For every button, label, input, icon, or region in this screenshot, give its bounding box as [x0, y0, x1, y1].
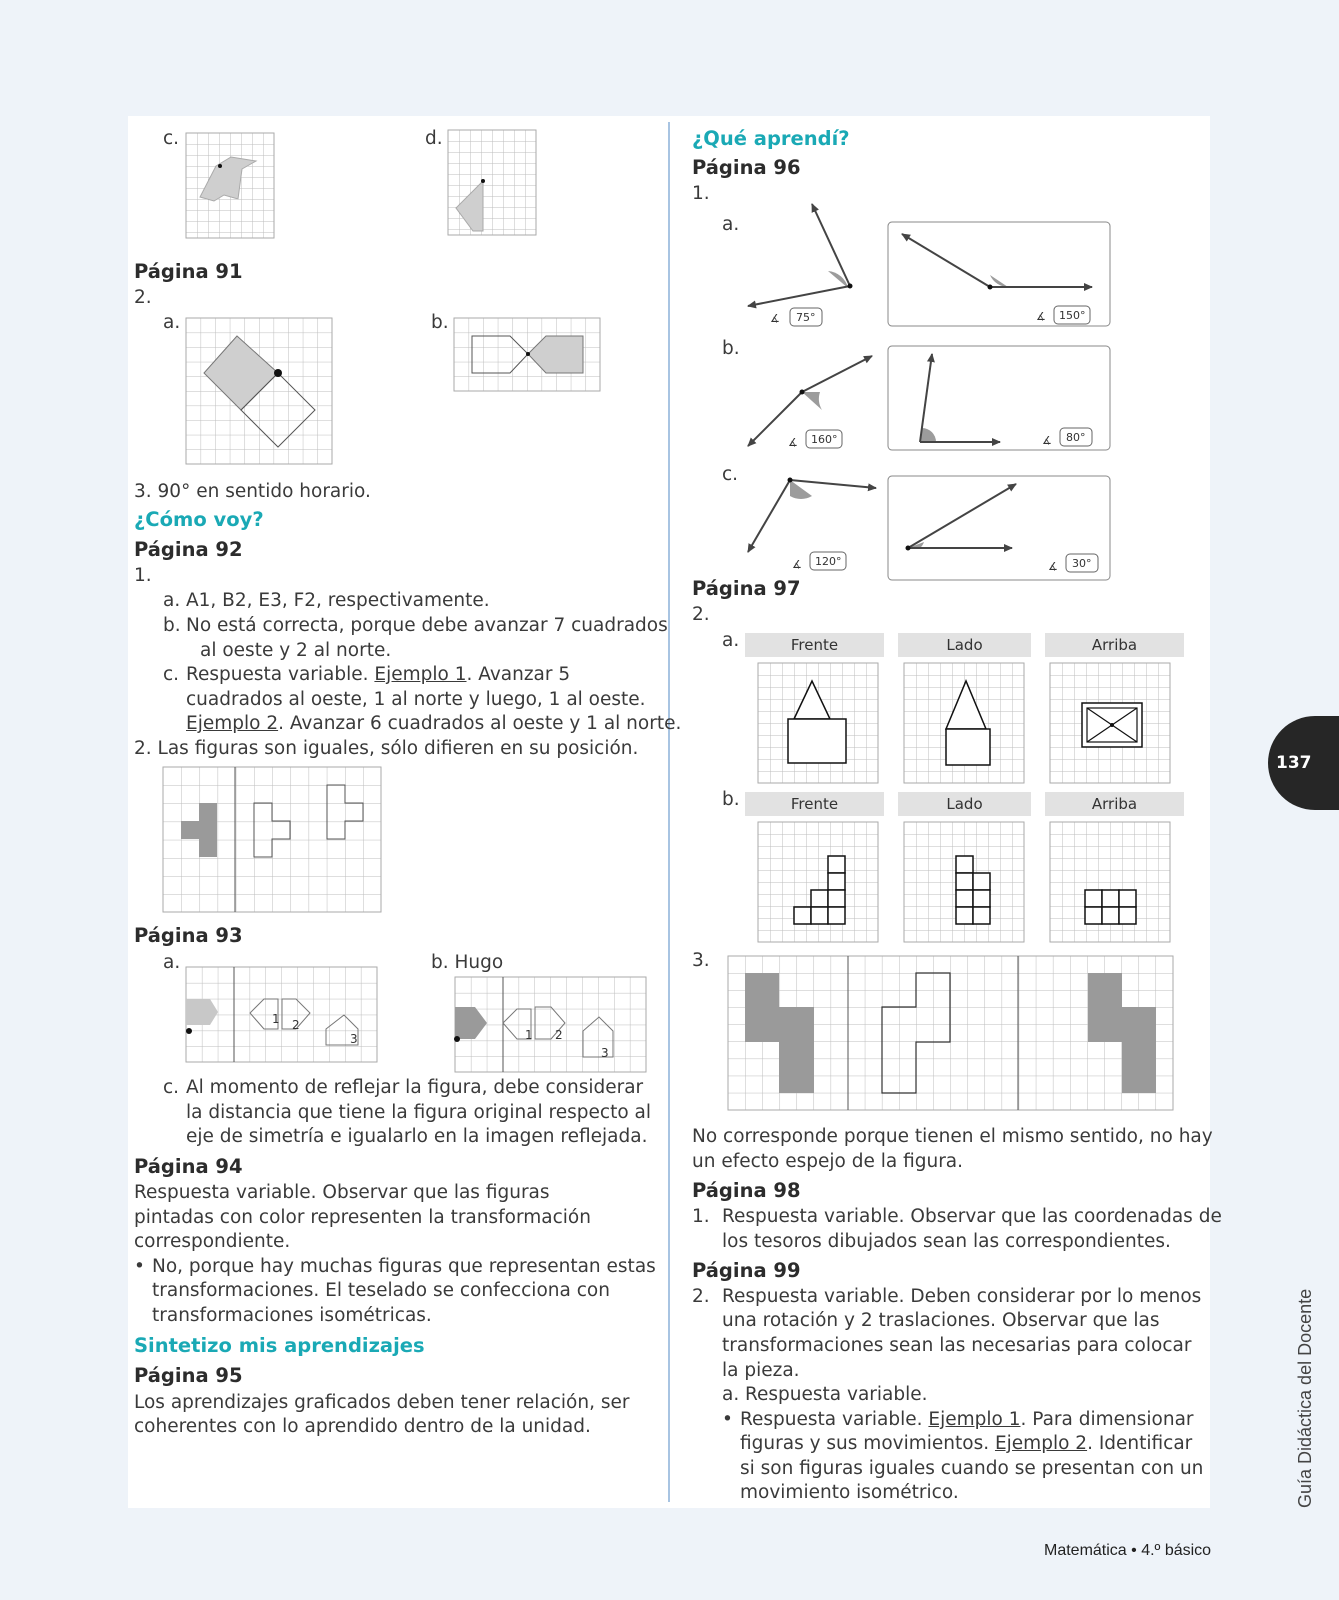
- angle-value: 30°: [1072, 557, 1092, 570]
- answer-line: Respuesta variable. Deben considerar por lo menos: [722, 1286, 1202, 1307]
- paragraph-line: un efecto espejo de la figura.: [692, 1151, 964, 1172]
- item-label-c: c.: [163, 664, 180, 685]
- view-grid-a-frente: [758, 663, 878, 783]
- item-label-d: d.: [425, 128, 443, 149]
- angle-value: 75°: [796, 311, 816, 324]
- angle-value: 160°: [811, 433, 838, 446]
- angle-value: 80°: [1066, 431, 1086, 444]
- answer-3: 3. 90° en sentido horario.: [134, 481, 371, 502]
- paragraph-line: correspondiente.: [134, 1231, 291, 1252]
- heading-pagina-97: Página 97: [692, 577, 801, 600]
- angle-symbol: ∡: [770, 312, 780, 325]
- angle-symbol: ∡: [1042, 434, 1052, 447]
- shape-number: 2: [292, 1018, 300, 1032]
- column-divider: [668, 122, 670, 1502]
- grid-reflection-numbered-b: [455, 977, 646, 1072]
- angle-value: 150°: [1059, 309, 1086, 322]
- answer-line: una rotación y 2 traslaciones. Observar que las: [722, 1310, 1160, 1331]
- page-number-tab: 137: [1268, 716, 1339, 810]
- heading-pagina-96: Página 96: [692, 156, 801, 179]
- paragraph-line: No corresponde porque tienen el mismo sentido, no hay: [692, 1126, 1213, 1147]
- heading-pagina-92: Página 92: [134, 538, 243, 561]
- heading-pagina-95: Página 95: [134, 1364, 243, 1387]
- answer-c-line3: Ejemplo 2. Avanzar 6 cuadrados al oeste y 1 al norte.: [186, 713, 682, 734]
- answer-line: la pieza.: [722, 1360, 800, 1381]
- grid-reflection-shape: [454, 318, 600, 391]
- item-label-c: c.: [163, 128, 180, 149]
- answer-b-hugo: b. Hugo: [431, 952, 504, 973]
- answer-b-line2: al oeste y 2 al norte.: [200, 640, 392, 661]
- item-label-b: b.: [722, 789, 740, 810]
- bullet-line: transformaciones isométricas.: [152, 1305, 432, 1326]
- item-number: 3.: [692, 950, 710, 971]
- item-label-b: b.: [163, 615, 181, 636]
- bullet-line: si son figuras iguales cuando se presentan con un: [740, 1458, 1204, 1479]
- section-que-aprendi: ¿Qué aprendí?: [692, 127, 850, 150]
- item-number: 2.: [692, 604, 710, 625]
- angle-value: 120°: [815, 555, 842, 568]
- angle-symbol: ∡: [792, 558, 802, 571]
- answer-a: A1, B2, E3, F2, respectivamente.: [186, 590, 490, 611]
- view-header-lado: Lado: [898, 792, 1031, 816]
- grid-reflection-numbered-a: [186, 967, 377, 1062]
- answer-c-line3: eje de simetría e igualarlo en la imagen reflejada.: [186, 1126, 648, 1147]
- angle-symbol: ∡: [788, 436, 798, 449]
- paragraph-line: Respuesta variable. Observar que las figuras: [134, 1182, 550, 1203]
- footer-title: Matemática • 4.º básico: [1044, 1542, 1212, 1559]
- answer-b-line1: No está correcta, porque debe avanzar 7 cuadrados: [186, 615, 668, 636]
- bullet: •: [134, 1256, 145, 1277]
- grid-reflection-p97: [728, 956, 1173, 1110]
- bullet-line: movimiento isométrico.: [740, 1482, 959, 1503]
- bullet-line: Respuesta variable. Ejemplo 1. Para dimensionar: [740, 1409, 1194, 1430]
- item-number: 1.: [692, 1206, 710, 1227]
- answer-c-line2: cuadrados al oeste, 1 al norte y luego, 1 al oeste.: [186, 689, 646, 710]
- bullet-line: figuras y sus movimientos. Ejemplo 2. Identificar: [740, 1433, 1193, 1454]
- answer-2: 2. Las figuras son iguales, sólo difieren en su posición.: [134, 738, 639, 759]
- view-header-lado: Lado: [898, 633, 1031, 657]
- view-header-arriba: Arriba: [1045, 792, 1184, 816]
- item-label-c: c.: [163, 1077, 180, 1098]
- view-grid-b-arriba: [1050, 822, 1170, 942]
- section-sintetizo: Sintetizo mis aprendizajes: [134, 1334, 425, 1357]
- item-label-a: a.: [163, 312, 181, 333]
- heading-pagina-98: Página 98: [692, 1179, 801, 1202]
- item-number: 2.: [692, 1286, 710, 1307]
- item-label-a: a.: [722, 630, 740, 651]
- shape-number: 2: [555, 1028, 563, 1042]
- item-label-a: a.: [722, 214, 740, 235]
- paragraph-line: Los aprendizajes graficados deben tener relación, ser: [134, 1392, 630, 1413]
- answer-a: Respuesta variable.: [745, 1384, 928, 1405]
- view-grid-a-lado: [904, 663, 1024, 783]
- item-label-a: a.: [163, 590, 181, 611]
- item-label-a: a.: [163, 952, 181, 973]
- item-label-a: a.: [722, 1384, 740, 1405]
- grid-figure-c: [186, 133, 274, 238]
- item-label-c: c.: [722, 464, 739, 485]
- answer-c-line1: Al momento de reflejar la figura, debe considerar: [186, 1077, 644, 1098]
- answer-line: Respuesta variable. Observar que las coordenadas de: [722, 1206, 1222, 1227]
- paragraph-line: coherentes con lo aprendido dentro de la unidad.: [134, 1416, 591, 1437]
- shape-number: 3: [350, 1032, 358, 1046]
- grid-figure-d: [448, 130, 536, 235]
- angle-symbol: ∡: [1036, 310, 1046, 323]
- angle-symbol: ∡: [1048, 560, 1058, 573]
- answer-c-line1: Respuesta variable. Ejemplo 1. Avanzar 5: [186, 664, 571, 685]
- item-number: 1.: [692, 183, 710, 204]
- paragraph-line: pintadas con color representen la transformación: [134, 1207, 591, 1228]
- grid-figures-equal: [163, 767, 381, 912]
- heading-pagina-94: Página 94: [134, 1155, 243, 1178]
- heading-pagina-91: Página 91: [134, 260, 243, 283]
- view-grid-b-frente: [758, 822, 878, 942]
- view-grid-a-arriba: [1050, 663, 1170, 783]
- item-number: 2.: [134, 287, 152, 308]
- shape-number: 1: [272, 1012, 280, 1026]
- item-label-b: b.: [722, 338, 740, 359]
- heading-pagina-93: Página 93: [134, 924, 243, 947]
- section-como-voy: ¿Cómo voy?: [134, 508, 264, 531]
- item-label-b: b.: [431, 312, 449, 333]
- view-header-frente: Frente: [745, 633, 884, 657]
- view-header-frente: Frente: [745, 792, 884, 816]
- view-header-arriba: Arriba: [1045, 633, 1184, 657]
- angles-diagram: [740, 196, 1120, 586]
- bullet: •: [722, 1409, 733, 1430]
- bullet-line: No, porque hay muchas figuras que representan estas: [152, 1256, 656, 1277]
- item-number: 1.: [134, 565, 152, 586]
- bullet-line: transformaciones. El teselado se confecciona con: [152, 1280, 610, 1301]
- shape-number: 1: [525, 1028, 533, 1042]
- heading-pagina-99: Página 99: [692, 1259, 801, 1282]
- view-grid-b-lado: [904, 822, 1024, 942]
- answer-line: los tesoros dibujados sean las correspondientes.: [722, 1231, 1171, 1252]
- shape-number: 3: [601, 1046, 609, 1060]
- answer-line: transformaciones sean las necesarias para colocar: [722, 1335, 1192, 1356]
- side-title: Guía Didáctica del Docente: [1295, 1288, 1315, 1508]
- grid-rotation-square: [186, 318, 332, 464]
- answer-c-line2: la distancia que tiene la figura original respecto al: [186, 1102, 651, 1123]
